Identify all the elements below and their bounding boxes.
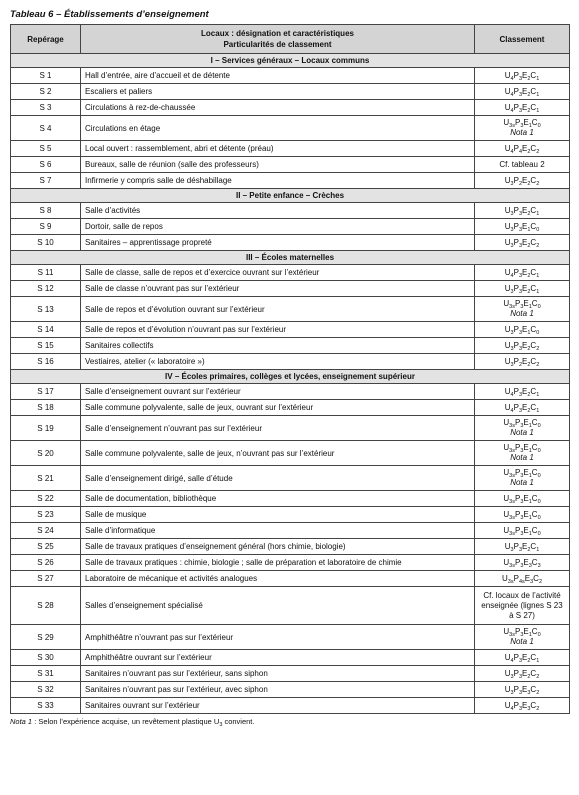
row-reperage: S 29 [11, 625, 81, 650]
table-row [11, 539, 570, 555]
row-reperage: S 33 [11, 698, 81, 714]
classement-code: $U_3P_2E_2C_2$ [504, 356, 540, 368]
row-reperage: S 5 [11, 141, 81, 157]
row-designation: Salle d’enseignement n’ouvrant pas sur l’extérieur [81, 416, 475, 441]
classification-table [10, 24, 570, 714]
row-classement [475, 682, 570, 698]
footnote [10, 717, 569, 726]
classement-code: $U_3P_3E_2C_2$ [504, 340, 540, 352]
row-reperage: S 28 [11, 587, 81, 625]
classement-code: $U_{3s}P_3E_1C_0$ [503, 493, 541, 505]
classement-code: $U_4P_3E_2C_1$ [504, 652, 540, 664]
row-designation: Salle de classe, salle de repos et d’exercice ouvrant sur l’extérieur [81, 265, 475, 281]
row-reperage: S 26 [11, 555, 81, 571]
row-classement [475, 491, 570, 507]
row-designation: Salle d’informatique [81, 523, 475, 539]
row-classement [475, 354, 570, 370]
table-row [11, 650, 570, 666]
table-row [11, 297, 570, 322]
row-classement [475, 666, 570, 682]
row-designation: Infirmerie y compris salle de déshabillage [81, 173, 475, 189]
table-row [11, 400, 570, 416]
footnote-label: Nota 1 [10, 717, 33, 726]
row-designation: Sanitaires ouvrant sur l’extérieur [81, 698, 475, 714]
classement-nota: Nota 1 [510, 478, 534, 487]
classement-code: $U_3P_3E_3C_2$ [504, 684, 540, 696]
table-row [11, 116, 570, 141]
table-row [11, 466, 570, 491]
row-designation: Circulations en étage [81, 116, 475, 141]
row-classement [475, 322, 570, 338]
row-reperage: S 11 [11, 265, 81, 281]
classement-code: $U_4P_3E_2C_1$ [504, 70, 540, 82]
classement-code: $U_4P_3E_2C_1$ [504, 386, 540, 398]
table-row [11, 265, 570, 281]
section-title: III – Écoles maternelles [11, 251, 570, 265]
table-row [11, 698, 570, 714]
row-designation: Salle de repos et d’évolution ouvrant sur l’extérieur [81, 297, 475, 322]
row-classement [475, 203, 570, 219]
row-classement [475, 384, 570, 400]
classement-code: $U_4P_3E_3C_2$ [504, 700, 540, 712]
row-designation: Escaliers et paliers [81, 84, 475, 100]
row-reperage: S 31 [11, 666, 81, 682]
classement-nota: Nota 1 [510, 128, 534, 137]
row-designation: Salle de documentation, bibliothèque [81, 491, 475, 507]
classement-code: $U_{3s}P_3E_1C_0$ [503, 525, 541, 537]
row-designation: Salle d’enseignement ouvrant sur l’extérieur [81, 384, 475, 400]
row-classement [475, 235, 570, 251]
table-row [11, 491, 570, 507]
row-reperage: S 12 [11, 281, 81, 297]
classement-text: Cf. tableau 2 [499, 159, 545, 169]
section-title: I – Services généraux – Locaux communs [11, 54, 570, 68]
table-row [11, 100, 570, 116]
table-row [11, 157, 570, 173]
table-row [11, 587, 570, 625]
classement-code: $U_3P_3E_2C_1$ [504, 205, 540, 217]
row-reperage: S 21 [11, 466, 81, 491]
classement-code: $U_{3s}P_3E_1C_0$ [503, 443, 541, 454]
row-designation: Amphithéâtre n’ouvrant pas sur l’extérieur [81, 625, 475, 650]
section-row [11, 54, 570, 68]
classement-code: $U_4P_3E_2C_1$ [504, 86, 540, 98]
classement-code: $U_3P_3E_2C_1$ [504, 541, 540, 553]
row-reperage: S 4 [11, 116, 81, 141]
table-row [11, 507, 570, 523]
row-designation: Sanitaires n’ouvrant pas sur l’extérieur, sans siphon [81, 666, 475, 682]
classement-code: $U_3P_3E_1C_0$ [504, 221, 540, 233]
row-reperage: S 25 [11, 539, 81, 555]
table-row [11, 68, 570, 84]
table-row [11, 281, 570, 297]
row-reperage: S 17 [11, 384, 81, 400]
classement-code: $U_{3s}P_{4s}E_3C_2$ [502, 573, 542, 585]
row-reperage: S 15 [11, 338, 81, 354]
row-reperage: S 3 [11, 100, 81, 116]
row-classement [475, 587, 570, 625]
classement-code: $U_3P_2E_2C_2$ [504, 175, 540, 187]
row-designation: Salle de travaux pratiques d’enseignement général (hors chimie, biologie) [81, 539, 475, 555]
row-designation: Amphithéâtre ouvrant sur l’extérieur [81, 650, 475, 666]
classement-nota: Nota 1 [510, 637, 534, 646]
row-classement [475, 297, 570, 322]
row-designation: Salle de musique [81, 507, 475, 523]
row-reperage: S 7 [11, 173, 81, 189]
table-row [11, 219, 570, 235]
row-reperage: S 6 [11, 157, 81, 173]
row-reperage: S 2 [11, 84, 81, 100]
row-reperage: S 10 [11, 235, 81, 251]
row-designation: Salle de repos et d’évolution n’ouvrant pas sur l’extérieur [81, 322, 475, 338]
row-reperage: S 27 [11, 571, 81, 587]
row-classement [475, 338, 570, 354]
table-body [11, 54, 570, 714]
row-classement [475, 507, 570, 523]
footnote-text: : Selon l’expérience acquise, un revêtement plastique $U_3$ convient. [34, 717, 255, 728]
classement-code: $U_{3s}P_3E_1C_0$ [503, 468, 541, 479]
row-classement [475, 265, 570, 281]
section-row [11, 189, 570, 203]
row-classement [475, 116, 570, 141]
row-designation: Dortoir, salle de repos [81, 219, 475, 235]
classement-code: $U_4P_3E_2C_1$ [504, 267, 540, 279]
section-row [11, 370, 570, 384]
row-designation: Vestiaires, atelier (« laboratoire ») [81, 354, 475, 370]
classement-nota: Nota 1 [510, 309, 534, 318]
row-classement [475, 625, 570, 650]
table-row [11, 203, 570, 219]
row-designation: Bureaux, salle de réunion (salle des professeurs) [81, 157, 475, 173]
row-classement [475, 571, 570, 587]
table-row [11, 84, 570, 100]
row-designation: Hall d’entrée, aire d’accueil et de détente [81, 68, 475, 84]
row-reperage: S 22 [11, 491, 81, 507]
row-classement [475, 100, 570, 116]
row-classement [475, 68, 570, 84]
row-designation: Local ouvert : rassemblement, abri et détente (préau) [81, 141, 475, 157]
row-designation: Salle commune polyvalente, salle de jeux, ouvrant sur l’extérieur [81, 400, 475, 416]
classement-nota: Nota 1 [510, 428, 534, 437]
row-classement [475, 539, 570, 555]
row-designation: Laboratoire de mécanique et activités analogues [81, 571, 475, 587]
row-classement [475, 400, 570, 416]
classement-code: $U_{3s}P_3E_1C_0$ [503, 118, 541, 129]
row-designation: Salle d’enseignement dirigé, salle d’étude [81, 466, 475, 491]
table-row [11, 338, 570, 354]
classement-code: $U_4P_3E_2C_1$ [504, 402, 540, 414]
row-reperage: S 14 [11, 322, 81, 338]
header-locaux [81, 25, 475, 54]
row-designation: Salles d’enseignement spécialisé [81, 587, 475, 625]
classement-code: $U_3P_3E_2C_1$ [504, 283, 540, 295]
section-title: IV – Écoles primaires, collèges et lycées, enseignement supérieur [11, 370, 570, 384]
table-row [11, 441, 570, 466]
row-classement [475, 466, 570, 491]
table-row [11, 555, 570, 571]
row-designation: Circulations à rez-de-chaussée [81, 100, 475, 116]
row-reperage: S 13 [11, 297, 81, 322]
header-locaux-line1: Locaux : désignation et caractéristiques [201, 29, 354, 38]
classement-code: $U_4P_4E_2C_2$ [504, 143, 540, 155]
row-designation: Salle commune polyvalente, salle de jeux, n’ouvrant pas sur l’extérieur [81, 441, 475, 466]
table-row [11, 625, 570, 650]
table-row [11, 384, 570, 400]
row-reperage: S 23 [11, 507, 81, 523]
row-reperage: S 18 [11, 400, 81, 416]
table-row [11, 322, 570, 338]
row-classement [475, 173, 570, 189]
classement-code: $U_{3s}P_3E_1C_0$ [503, 418, 541, 429]
row-designation: Salle de travaux pratiques : chimie, biologie ; salle de préparation et laboratoire de chimie [81, 555, 475, 571]
section-row [11, 251, 570, 265]
row-designation: Sanitaires n’ouvrant pas sur l’extérieur, avec siphon [81, 682, 475, 698]
table-row [11, 141, 570, 157]
header-classement: Classement [475, 25, 570, 54]
row-reperage: S 24 [11, 523, 81, 539]
row-classement [475, 441, 570, 466]
table-row [11, 571, 570, 587]
row-classement [475, 219, 570, 235]
classement-code: $U_{3s}P_3E_3C_3$ [503, 557, 541, 569]
row-designation: Salle d’activités [81, 203, 475, 219]
row-reperage: S 32 [11, 682, 81, 698]
table-row [11, 416, 570, 441]
header-locaux-line2: Particularités de classement [223, 40, 332, 49]
classement-text: Cf. locaux de l’activité enseignée (lignes S 23 à S 27) [481, 590, 563, 620]
table-row [11, 173, 570, 189]
row-classement [475, 523, 570, 539]
classement-code: $U_{3s}P_3E_1C_0$ [503, 627, 541, 638]
row-classement [475, 157, 570, 173]
row-reperage: S 16 [11, 354, 81, 370]
classement-code: $U_4P_3E_2C_1$ [504, 102, 540, 114]
row-classement [475, 698, 570, 714]
classement-code: $U_3P_3E_2C_2$ [504, 668, 540, 680]
row-classement [475, 555, 570, 571]
table-row [11, 666, 570, 682]
row-designation: Sanitaires – apprentissage propreté [81, 235, 475, 251]
table-row [11, 235, 570, 251]
row-classement [475, 281, 570, 297]
table-header-row [11, 25, 570, 54]
row-designation: Salle de classe n’ouvrant pas sur l’extérieur [81, 281, 475, 297]
row-reperage: S 30 [11, 650, 81, 666]
classement-code: $U_{3s}P_3E_1C_0$ [503, 509, 541, 521]
row-reperage: S 20 [11, 441, 81, 466]
row-classement [475, 84, 570, 100]
row-classement [475, 141, 570, 157]
row-classement [475, 416, 570, 441]
row-reperage: S 9 [11, 219, 81, 235]
classement-code: $U_3P_3E_2C_2$ [504, 237, 540, 249]
classement-nota: Nota 1 [510, 453, 534, 462]
table-row [11, 354, 570, 370]
row-classement [475, 650, 570, 666]
classement-code: $U_{3s}P_3E_1C_0$ [503, 299, 541, 310]
row-designation: Sanitaires collectifs [81, 338, 475, 354]
row-reperage: S 1 [11, 68, 81, 84]
classement-code: $U_3P_3E_1C_0$ [504, 324, 540, 336]
table-row [11, 682, 570, 698]
row-reperage: S 8 [11, 203, 81, 219]
section-title: II – Petite enfance – Crèches [11, 189, 570, 203]
table-caption: Tableau 6 – Établissements d’enseignement [10, 9, 209, 20]
row-reperage: S 19 [11, 416, 81, 441]
header-reperage: Repérage [11, 25, 81, 54]
table-row [11, 523, 570, 539]
